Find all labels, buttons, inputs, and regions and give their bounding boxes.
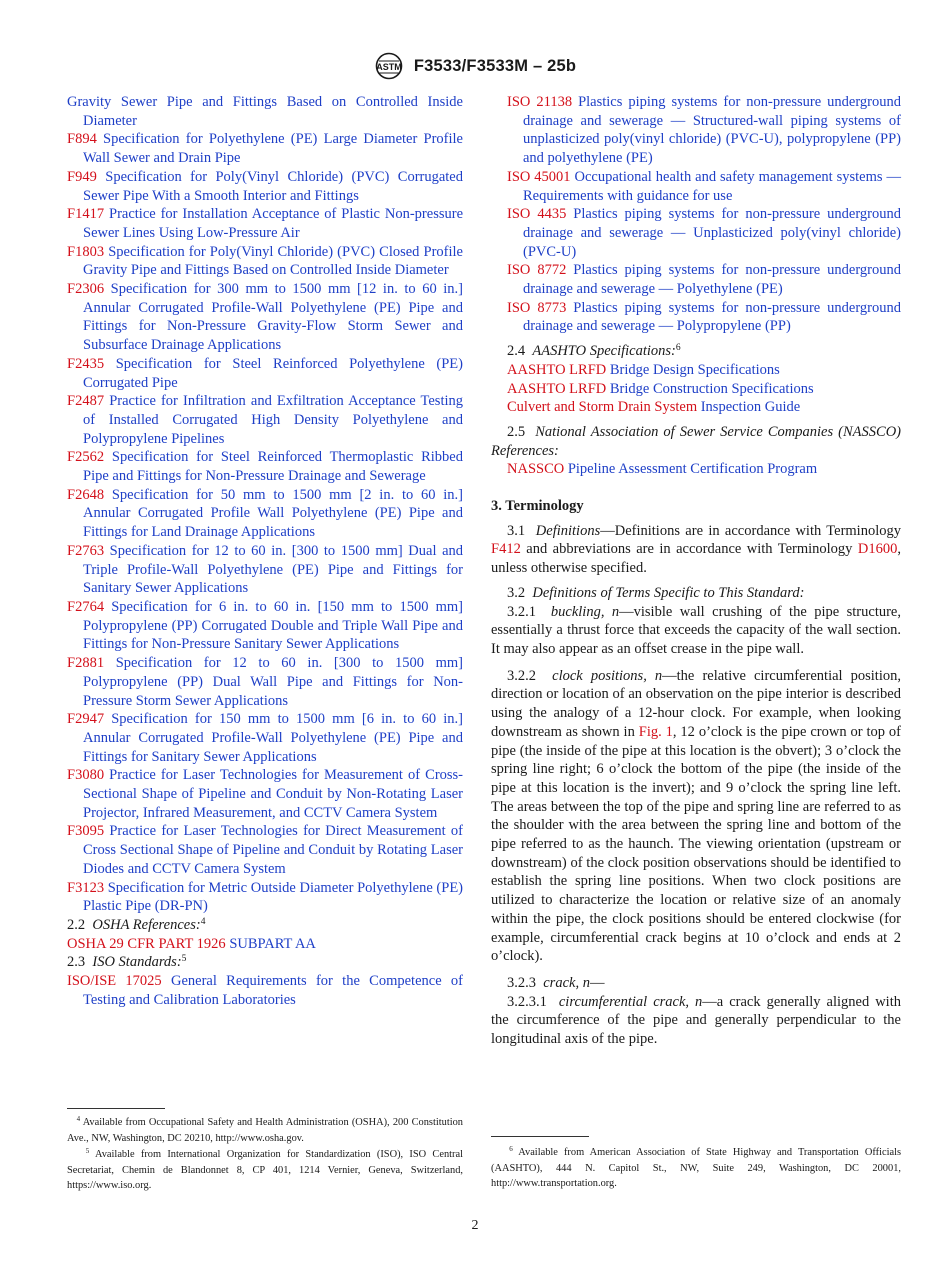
- reference-title[interactable]: Practice for Laser Technologies for Measurement of Cross-Sectional Shape of Pipeline and Conduit by Non-Rotating Laser Projector, Infrared Measurement, and CCTV Camera System: [83, 767, 464, 821]
- page-number: 2: [471, 1218, 479, 1233]
- reference-title[interactable]: Specification for 12 to 60 in. [300 to 1500 mm] Polypropylene (PP) Dual Wall Pipe and Fittings for Non-Pressure Storm Sewer Applications: [83, 655, 463, 709]
- reference-code[interactable]: ISO 45001: [507, 168, 571, 185]
- reference-code[interactable]: F2435: [67, 355, 105, 372]
- reference-item[interactable]: [507, 380, 901, 399]
- reference-code[interactable]: F2947: [67, 711, 105, 728]
- reference-title[interactable]: General Requirements for the Competence of Testing and Calibration Laboratories: [83, 973, 464, 1008]
- footnote-ref[interactable]: 4: [200, 916, 206, 927]
- reference-item[interactable]: [67, 205, 463, 242]
- paragraph-3-2-2: 3.2.2 clock positions, n—the relative circumferential position, direction or location of an observation on the pipe interior is described using the analogy of a 12-hour clock. For example, when looking downstream as shown in Fig. 1, 12 o’clock is the pipe crown or top of pipe (the inside of the pipe at this location is the obvert); 3 o’clock the spring line right; 6 o’clock the bottom of the pipe (the inside of the pipe at this location is the invert); and 9 o’clock the spring line left. The areas between the top of the pipe and spring line are referred to as the shoulder with the area between the spring line and bottom of the pipe referred to as the haunch. The viewing orientation (upstream or downstream) of the clock position observations should be identified to establish the spring line positions. When two clock positions are utilized to characterize the location or relative size of an anomaly within the pipe, the clock positions should be entered clockwise (for example, circumferential crack begins at 10 o’clock and ends at 2 o’clock).: [491, 667, 901, 965]
- reference-code[interactable]: F2881: [67, 655, 105, 672]
- reference-title[interactable]: Practice for Infiltration and Exfiltration Acceptance Testing of Installed Corrugated High Density Polyethylene and Polypropylene Pipelines: [83, 393, 464, 447]
- reference-code[interactable]: ISO/ISE 17025: [67, 973, 162, 990]
- link-f412[interactable]: F412: [491, 541, 521, 558]
- reference-code[interactable]: F1417: [67, 206, 105, 223]
- paragraph-3-1: 3.1 Definitions—Definitions are in accordance with Terminology F412 and abbreviations are in accordance with Terminology D1600, unless otherwise specified.: [491, 522, 901, 577]
- reference-title[interactable]: Specification for 300 mm to 1500 mm [12 in. to 60 in.] Annular Corrugated Profile-Wall Polyethylene (PE) Pipe and Fittings for Non-Pressure Gravity-Flow Storm Sewer and Subsurface Drainage Applications: [83, 281, 464, 354]
- footnote-ref[interactable]: 6: [675, 343, 681, 354]
- reference-item[interactable]: [507, 168, 901, 205]
- reference-item[interactable]: [67, 392, 463, 448]
- reference-item[interactable]: [67, 710, 463, 766]
- reference-code[interactable]: F2487: [67, 393, 105, 410]
- reference-code[interactable]: F2764: [67, 598, 105, 615]
- reference-item[interactable]: [67, 972, 463, 1009]
- reference-title[interactable]: Pipeline Assessment Certification Program: [567, 461, 818, 478]
- link-d1600[interactable]: D1600: [857, 541, 898, 558]
- reference-item[interactable]: [67, 280, 463, 355]
- reference-code[interactable]: ISO 21138: [507, 94, 573, 110]
- reference-code[interactable]: ISO 4435: [507, 206, 567, 223]
- footnote-rule: [491, 1136, 589, 1137]
- reference-title[interactable]: Occupational health and safety management systems — Requirements with guidance for use: [523, 168, 901, 204]
- document-title: F3533/F3533M – 25b: [413, 56, 577, 75]
- reference-code[interactable]: F3080: [67, 767, 105, 784]
- aashto-reference-list: [491, 361, 901, 417]
- reference-item[interactable]: [507, 460, 901, 479]
- reference-title[interactable]: Specification for Steel Reinforced Polyethylene (PE) Corrugated Pipe: [83, 355, 463, 391]
- paragraph-3-2-3-1: 3.2.3.1 circumferential crack, n—a crack generally aligned with the circumference of the pipe and generally perpendicular to the longitudinal axis of the pipe.: [491, 993, 901, 1048]
- link-fig-1[interactable]: Fig. 1: [638, 723, 673, 740]
- paragraph-3-2-1: 3.2.1 buckling, n—visible wall crushing of the pipe structure, essentially a thrust force that exceeds the capacity of the wall section. It may also appear as an offset crease in the pipe wall.: [491, 603, 901, 657]
- reference-item[interactable]: [507, 261, 901, 298]
- reference-title[interactable]: Specification for Polyethylene (PE) Large Diameter Profile Wall Sewer and Drain Pipe: [83, 131, 463, 167]
- reference-code[interactable]: F2763: [67, 542, 105, 559]
- reference-item[interactable]: [67, 243, 463, 280]
- reference-title[interactable]: Specification for Poly(Vinyl Chloride) (PVC) Corrugated Sewer Pipe With a Smooth Interior and Fittings: [83, 168, 463, 204]
- reference-title[interactable]: Practice for Installation Acceptance of Plastic Non-pressure Sewer Lines Using Low-Pressure Air: [83, 206, 463, 241]
- reference-title[interactable]: Inspection Guide: [700, 399, 801, 416]
- reference-code[interactable]: F2648: [67, 486, 105, 503]
- reference-item[interactable]: [507, 299, 901, 336]
- reference-code[interactable]: F894: [67, 131, 97, 148]
- reference-list: [67, 93, 463, 916]
- reference-item[interactable]: [67, 879, 463, 916]
- svg-text:ASTM: ASTM: [376, 62, 402, 72]
- left-column: [67, 93, 463, 1009]
- reference-code[interactable]: Culvert and Storm Drain System: [507, 399, 698, 416]
- reference-item[interactable]: [507, 93, 901, 168]
- reference-code[interactable]: F1803: [67, 243, 105, 260]
- reference-item[interactable]: [67, 355, 463, 392]
- reference-title[interactable]: Plastics piping systems for non-pressure underground drainage and sewerage — Polyethylene (PE): [523, 262, 902, 298]
- reference-code[interactable]: NASSCO: [507, 461, 565, 478]
- footnote-ref[interactable]: 5: [181, 954, 187, 965]
- section-2-5: 2.5 National Association of Sewer Service Companies (NASSCO) References:: [491, 423, 901, 459]
- reference-title[interactable]: Specification for Poly(Vinyl Chloride) (PVC) Closed Profile Gravity Pipe and Fittings Based on Controlled Inside Diameter: [83, 243, 463, 279]
- reference-item[interactable]: [67, 766, 463, 822]
- page-header: [0, 52, 950, 78]
- reference-code[interactable]: F3095: [67, 823, 105, 840]
- reference-item[interactable]: [507, 398, 901, 417]
- reference-title[interactable]: Specification for Metric Outside Diameter Polyethylene (PE) Plastic Pipe (DR-PN): [83, 879, 463, 915]
- reference-item[interactable]: [67, 130, 463, 167]
- reference-title[interactable]: Bridge Construction Specifications: [609, 380, 814, 397]
- reference-code[interactable]: F3123: [67, 879, 105, 896]
- paragraph-3-2-3: 3.2.3 crack, n—: [507, 974, 605, 991]
- reference-title[interactable]: Specification for 50 mm to 1500 mm [2 in. to 60 in.] Annular Corrugated Profile Wall Polyethylene (PE) Pipe and Fittings for Land Drainage Applications: [83, 486, 464, 541]
- reference-item[interactable]: [67, 654, 463, 710]
- reference-item[interactable]: [67, 822, 463, 878]
- reference-item[interactable]: [67, 935, 463, 954]
- reference-item[interactable]: [67, 448, 463, 485]
- reference-code[interactable]: F2562: [67, 449, 105, 466]
- reference-title[interactable]: Plastics piping systems for non-pressure underground drainage and sewerage — Unplasticized poly(vinyl chloride) (PVC-U): [523, 206, 902, 260]
- reference-code[interactable]: ISO 8772: [507, 262, 567, 279]
- reference-code[interactable]: F949: [67, 168, 97, 185]
- footnote-5: $^5$ Available from International Organization for Standardization (ISO), ISO Central Secretariat, Chemin de Blandonnet 8, CP 401, 1214 Vernier, Geneva, Switzerland, https://www.iso.org.: [67, 1147, 463, 1191]
- reference-item[interactable]: [67, 93, 463, 130]
- section-2-4: 2.4 AASHTO Specifications:$^6$: [507, 343, 681, 360]
- reference-code[interactable]: ISO 8773: [507, 299, 567, 316]
- reference-title[interactable]: Specification for 150 mm to 1500 mm [6 in. to 60 in.] Annular Corrugated Profile-Wall Polyethylene (PE) Pipe and Fittings for Sanitary Sewer Applications: [83, 711, 463, 765]
- reference-title[interactable]: Specification for 12 to 60 in. [300 to 1500 mm] Dual and Triple Profile-Wall Polyethylene (PE) Pipe and Fittings for Sanitary Sewer Applications: [83, 542, 463, 597]
- reference-item[interactable]: [507, 205, 901, 261]
- reference-title[interactable]: Practice for Laser Technologies for Direct Measurement of Cross Sectional Shape of Pipeline and Conduit by Rotating Laser Diodes and CCTV Camera System: [83, 823, 464, 877]
- footnote-4: $^4$ Available from Occupational Safety and Health Administration (OSHA), 200 Constitution Ave., NW, Washington, DC 20210, http://www.osha.gov.: [67, 1115, 463, 1144]
- reference-item[interactable]: [67, 542, 463, 598]
- reference-item[interactable]: [67, 598, 463, 654]
- paragraph-3-2: 3.2 Definitions of Terms Specific to This Standard:: [507, 584, 805, 601]
- reference-title[interactable]: Bridge Design Specifications: [609, 361, 780, 378]
- reference-code[interactable]: F2306: [67, 281, 105, 298]
- reference-title[interactable]: Plastics piping systems for non-pressure underground drainage and sewerage — Polypropylene (PP): [523, 299, 902, 335]
- reference-code[interactable]: AASHTO LRFD: [507, 380, 607, 397]
- reference-item[interactable]: [67, 168, 463, 205]
- reference-item[interactable]: [67, 486, 463, 542]
- iso-reference-list: [491, 93, 901, 336]
- reference-code[interactable]: AASHTO LRFD: [507, 361, 607, 378]
- section-heading-terminology: 3. Terminology: [491, 498, 584, 515]
- reference-title[interactable]: Specification for 6 in. to 60 in. [150 mm to 1500 mm] Polypropylene (PP) Corrugated Double and Triple Wall Pipe and Fittings for Non-Pressure Sanitary Sewer Applications: [83, 598, 463, 653]
- reference-item[interactable]: [507, 361, 901, 380]
- right-column: [491, 93, 901, 1049]
- reference-title[interactable]: SUBPART AA: [229, 935, 316, 952]
- section-2-3: 2.3 ISO Standards:$^5$: [67, 954, 187, 971]
- reference-title[interactable]: Gravity Sewer Pipe and Fittings Based on Controlled Inside Diameter: [67, 94, 463, 129]
- reference-title[interactable]: Plastics piping systems for non-pressure underground drainage and sewerage — Structured-wall piping systems of unplasticized poly(vinyl chloride) (PVC-U), polypropylene (PP) and polyethylene (PE): [523, 94, 901, 167]
- footnote-6: $^6$ Available from American Association of State Highway and Transportation Officials (AASHTO), 444 N. Capitol St., NW, Suite 249, Washington, DC 20001, http://www.transportation.org.: [491, 1145, 901, 1189]
- footnote-rule: [67, 1108, 165, 1109]
- reference-title[interactable]: Specification for Steel Reinforced Thermoplastic Ribbed Pipe and Fittings for Non-Pressure Drainage and Sewerage: [83, 449, 463, 485]
- astm-logo-icon: [374, 52, 404, 80]
- section-2-2: 2.2 OSHA References:$^4$: [67, 916, 206, 933]
- reference-code[interactable]: OSHA 29 CFR PART 1926: [67, 935, 226, 952]
